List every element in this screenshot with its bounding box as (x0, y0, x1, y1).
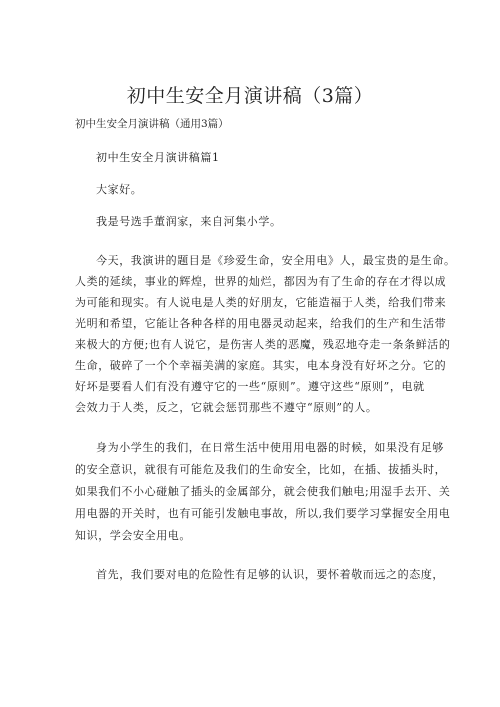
paragraph2-line: 身为小学生的我们，在日常生活中使用用电器的时候，如果没有足够 (96, 441, 444, 454)
paragraph1-line: 好坏是要看人们有没有遵守它的一些“原则”。遵守这些“原则”，电就 (75, 380, 425, 393)
section-heading: 初中生安全月演讲稿篇1 (96, 151, 220, 164)
document-subtitle: 初中生安全月演讲稿（通用3篇） (75, 118, 229, 130)
paragraph1-line: 会效力于人类，反之，它就会惩罚那些不遵守“原则”的人。 (75, 401, 378, 414)
paragraph2-line: 如果我们不小心碰触了插头的金属部分，就会使我们触电;用湿手去开、关 (75, 485, 451, 498)
intro-text: 我是号选手董润家，来自河集小学。 (96, 215, 282, 228)
paragraph1-line: 人类的延续，事业的辉煌，世界的灿烂，都因为有了生命的存在才得以成 (75, 275, 447, 288)
paragraph1-line: 生命，破碎了一个个幸福美满的家庭。其实，电本身没有好坏之分。它的 (75, 359, 447, 372)
paragraph1-line: 今天，我演讲的题目是《珍爱生命，安全用电》人，最宝贵的是生命。 (96, 254, 456, 267)
greeting-text: 大家好。 (96, 183, 143, 196)
document-title: 初中生安全月演讲稿（3篇） (126, 85, 374, 107)
paragraph1-line: 来极大的方便;也有人说它，是伤害人类的恶魔，残忍地夺走一条条鲜活的 (75, 338, 451, 351)
paragraph3-line: 首先，我们要对电的危险性有足够的认识，要怀着敬而远之的态度， (96, 568, 444, 581)
paragraph2-line: 知识，学会安全用电。 (75, 529, 191, 542)
paragraph2-line: 的安全意识，就很有可能危及我们的生命安全，比如，在插、拔插头时， (75, 463, 447, 476)
paragraph1-line: 为可能和现实。有人说电是人类的好朋友，它能造福于人类，给我们带来 (75, 296, 447, 309)
paragraph2-line: 用电器的开关时，也有可能引发触电事故，所以,我们要学习掌握安全用电 (75, 507, 451, 520)
paragraph1-line: 光明和希望，它能让各种各样的用电器灵动起来，给我们的生产和生活带 (75, 317, 447, 330)
